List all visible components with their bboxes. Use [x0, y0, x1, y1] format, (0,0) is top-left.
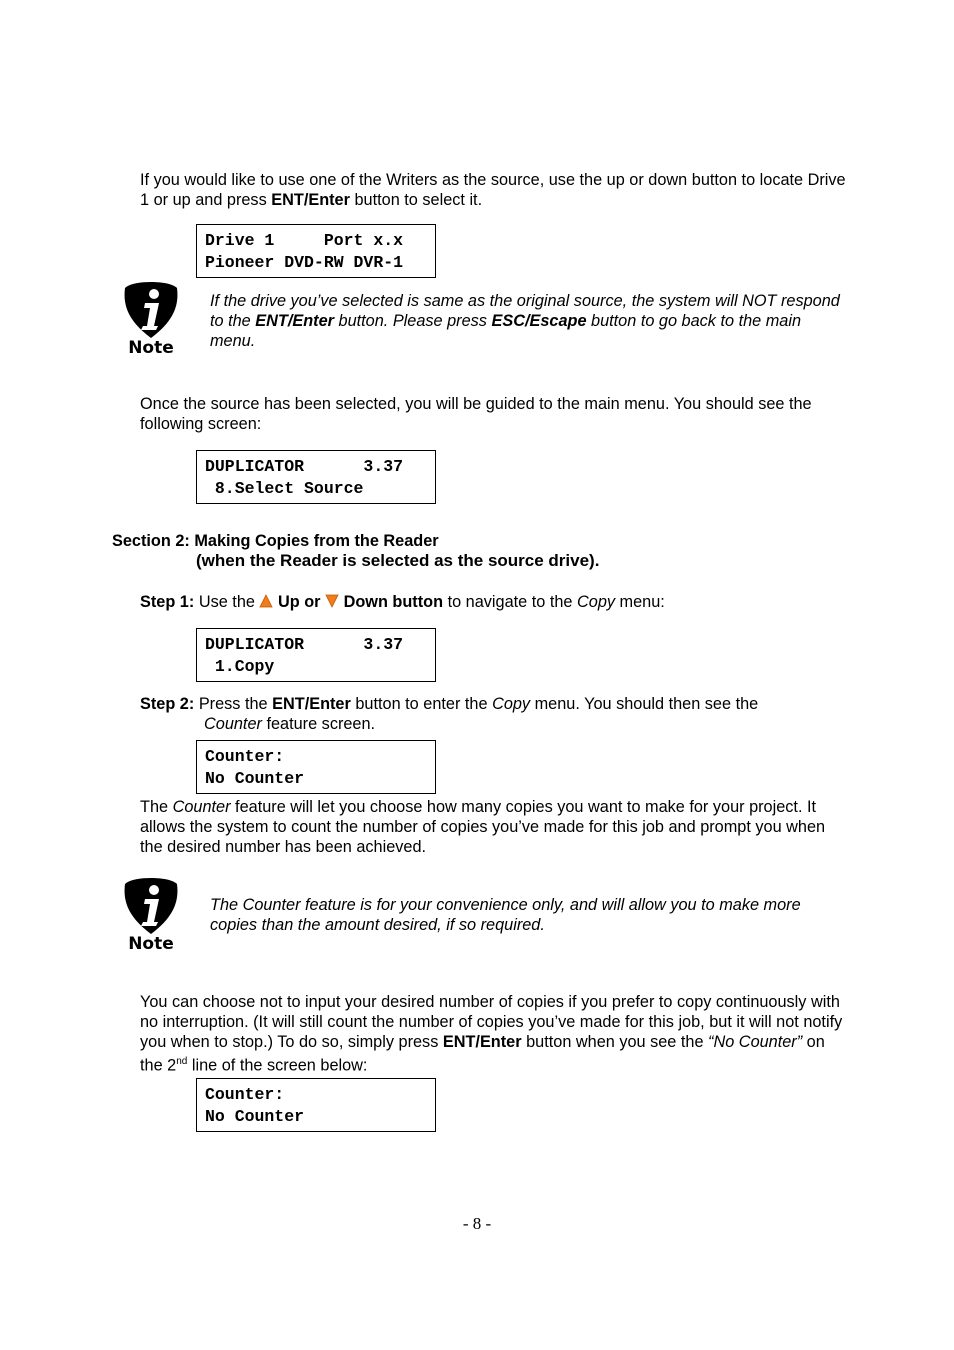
text: to navigate to the [443, 593, 578, 611]
key-ent-enter: ENT/Enter [271, 191, 350, 209]
lcd-line-1: Counter: [205, 747, 285, 766]
note-drive-same-as-source [210, 291, 840, 351]
copy-menu-name: Copy [492, 695, 531, 713]
copy-menu-name: Copy [577, 593, 616, 611]
lcd-line-1: DUPLICATOR 3.37 [205, 457, 404, 476]
counter-feature-name: Counter [204, 715, 262, 733]
text: feature will let you choose how many copies you want to make for your project. It allows the system to count the number of copies you’ve made for this job and prompt you when the desired number has been achieved. [140, 798, 826, 856]
text: menu. You should then see the [530, 695, 759, 713]
step-2-continued [204, 714, 844, 734]
triangle-up-icon [259, 594, 273, 608]
text: button to go back to the main menu. [210, 312, 802, 350]
section-subtitle: (when the Reader is selected as the source drive). [196, 551, 600, 570]
paragraph-main-menu: Once the source has been selected, you will be guided to the main menu. You should see the following screen: [140, 395, 812, 433]
text: You can choose not to input your desired number of copies if you prefer to copy continuously with no interruption. (It will still count the number of copies you’ve made for this job, but it will not notify you when to stop.) To do so, simply press [140, 993, 843, 1051]
lcd-line-1: Counter: [205, 1085, 285, 1104]
section-title: Section 2: Making Copies from the Reader [112, 532, 439, 550]
text: button when you see the [521, 1033, 709, 1051]
key-ent-enter: ENT/Enter [442, 1033, 522, 1051]
text: Press the [194, 695, 273, 713]
ordinal-suffix: nd [176, 1056, 188, 1067]
text: feature screen. [261, 715, 376, 733]
text: The [140, 798, 173, 816]
lcd-screen-counter [196, 740, 436, 794]
paragraph-counter-feature [140, 797, 850, 857]
info-note-icon [121, 876, 181, 952]
lcd-line-2: Pioneer DVD-RW DVR-1 [205, 253, 404, 272]
lcd-screen-copy [196, 628, 436, 682]
lcd-screen-no-counter [196, 1078, 436, 1132]
text: menu: [615, 593, 665, 611]
text: line of the screen below: [187, 1056, 368, 1075]
step-1 [140, 592, 840, 612]
key-ent-enter: ENT/Enter [272, 695, 351, 713]
lcd-line-1: DUPLICATOR 3.37 [205, 635, 404, 654]
paragraph-writer-source [140, 170, 850, 210]
key-ent-enter: ENT/Enter [255, 312, 334, 330]
counter-feature-name: Counter [172, 798, 231, 816]
text: If you would like to use one of the Writers as the source, use the up or down button to locate Drive 1 or up and press [140, 171, 846, 209]
no-counter-quote: “No Counter” [708, 1033, 803, 1051]
note-label: Note [128, 934, 174, 952]
paragraph-no-counter [140, 992, 850, 1075]
text: on the 2 [140, 1033, 825, 1075]
note-counter-convenience: The Counter feature is for your convenience only, and will allow you to make more copies than the amount desired, if so required. [210, 896, 801, 934]
lcd-line-2: No Counter [205, 769, 305, 788]
down-button-label: Down button [343, 593, 444, 611]
up-button-label: Up or [278, 593, 321, 611]
step-label: Step 1: [140, 593, 195, 611]
step-label: Step 2: [140, 695, 195, 713]
lcd-line-2: 1.Copy [205, 657, 275, 676]
text: button to enter the [350, 695, 493, 713]
text: If the drive you’ve selected is same as the original source, the system will NOT respond to the [210, 292, 840, 330]
key-esc-escape: ESC/Escape [491, 312, 587, 330]
lcd-screen-select-source [196, 450, 436, 504]
lcd-line-1: Drive 1 Port x.x [205, 231, 404, 250]
lcd-line-2: 8.Select Source [205, 479, 364, 498]
text: button. Please press [333, 312, 492, 330]
text: Use the [194, 593, 260, 611]
text: button to select it. [349, 191, 483, 209]
lcd-line-2: No Counter [205, 1107, 305, 1126]
lcd-screen-drive-select [196, 224, 436, 278]
triangle-down-icon [325, 594, 339, 608]
note-label: Note [128, 338, 174, 356]
page-number: - 8 - [462, 1214, 492, 1233]
info-note-icon [121, 280, 181, 356]
step-2 [140, 694, 840, 714]
